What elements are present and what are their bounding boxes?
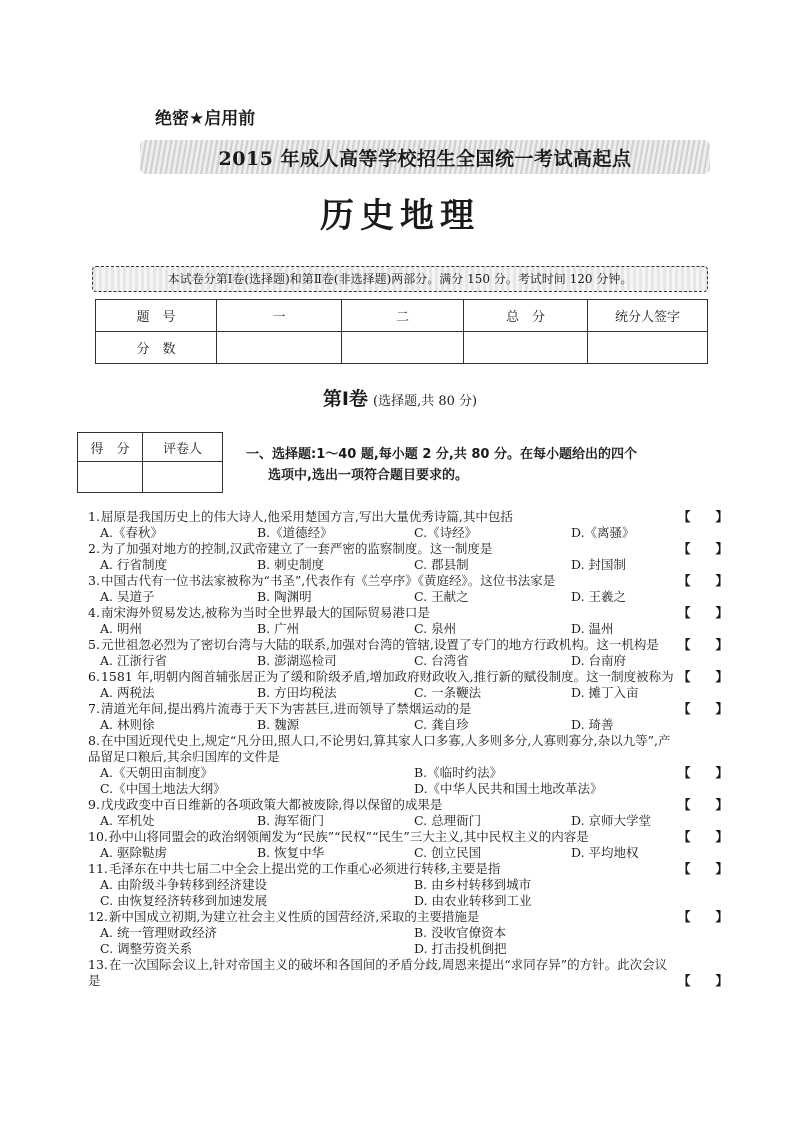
option-a: A. 由阶级斗争转移到经济建设 xyxy=(100,877,267,892)
section1-line1: 一、选择题:1～40 题,每小题 2 分,共 80 分。在每小题给出的四个 xyxy=(246,447,637,462)
option-d: D. 王羲之 xyxy=(571,589,627,604)
option-c: C. 龚自珍 xyxy=(414,717,469,732)
option-b: B. 恢复中华 xyxy=(257,845,325,860)
part1-title xyxy=(0,384,800,411)
option-c: C. 创立民国 xyxy=(414,845,482,860)
option-a: A. 行省制度 xyxy=(100,557,167,572)
question-item xyxy=(88,669,728,701)
question-item xyxy=(88,733,728,797)
score-header-cell: 总 分 xyxy=(464,300,588,332)
option-b: B.《道德经》 xyxy=(257,525,333,540)
question-stem: 清道光年间,提出鸦片流毒于天下为害甚巨,进而领导了禁烟运动的是 xyxy=(100,701,472,716)
question-number: 5. xyxy=(88,637,100,652)
question-number: 1. xyxy=(88,509,100,524)
option-a: A. 吴道子 xyxy=(100,589,155,604)
grader-score-label: 得 分 xyxy=(78,433,143,462)
question-item xyxy=(88,701,728,733)
option-d: D. 平均地权 xyxy=(571,845,639,860)
option-c: C.《诗经》 xyxy=(414,525,478,540)
option-a: A. 驱除鞑虏 xyxy=(100,845,167,860)
grader-score-field[interactable] xyxy=(78,462,143,493)
grader-box xyxy=(77,432,223,493)
question-item xyxy=(88,829,728,861)
option-d: D. 由农业转移到工业 xyxy=(414,893,532,908)
question-stem: 毛泽东在中共七届二中全会上提出党的工作重心必须进行转移,主要是指 xyxy=(108,861,501,876)
answer-bracket[interactable]: 【 】 xyxy=(678,573,729,588)
score-table-header-row xyxy=(96,300,708,332)
option-b: B. 由乡村转移到城市 xyxy=(414,877,532,892)
exam-title: 2015 年成人高等学校招生全国统一考试高起点 xyxy=(218,148,632,170)
option-a: A. 军机处 xyxy=(100,813,155,828)
option-a: A.《天朝田亩制度》 xyxy=(100,765,214,780)
question-number: 6. xyxy=(88,669,100,684)
question-stem: 屈原是我国历史上的伟大诗人,他采用楚国方言,写出大量优秀诗篇,其中包括 xyxy=(100,509,513,524)
score-row-label: 分 数 xyxy=(96,332,217,364)
question-item xyxy=(88,637,728,669)
question-stem: 南宋海外贸易发达,被称为当时全世界最大的国际贸易港口是 xyxy=(100,605,430,620)
grader-reviewer-field[interactable] xyxy=(143,462,223,493)
question-stem: 为了加强对地方的控制,汉武帝建立了一套严密的监察制度。这一制度是 xyxy=(100,541,493,556)
question-stem: 中国古代有一位书法家被称为“书圣”,代表作有《兰亭序》《黄庭经》。这位书法家是 xyxy=(100,573,556,588)
question-item xyxy=(88,909,728,957)
answer-bracket[interactable]: 【 】 xyxy=(678,861,729,876)
score-cell-total[interactable] xyxy=(464,332,588,364)
score-table xyxy=(95,299,708,364)
question-item xyxy=(88,861,728,909)
answer-bracket[interactable]: 【 】 xyxy=(678,973,729,988)
question-stem: 戊戌政变中百日维新的各项政策大都被废除,得以保留的成果是 xyxy=(100,797,443,812)
question-item xyxy=(88,797,728,829)
question-stem: 在中国近现代史上,规定“凡分田,照人口,不论男妇,算其家人口多寡,人多则多分,人寡则寡分,杂以九等”,产品留足口粮后,其余归国库的文件是 xyxy=(88,733,671,764)
option-c: C. 调整劳资关系 xyxy=(100,941,193,956)
option-c: C. 总理衙门 xyxy=(414,813,482,828)
score-cell-part1[interactable] xyxy=(217,332,342,364)
question-number: 13. xyxy=(88,957,108,972)
score-cell-part2[interactable] xyxy=(342,332,464,364)
answer-bracket[interactable]: 【 】 xyxy=(678,541,729,556)
option-c: C. 王献之 xyxy=(414,589,469,604)
question-item xyxy=(88,573,728,605)
answer-bracket[interactable]: 【 】 xyxy=(678,605,729,620)
answer-bracket[interactable]: 【 】 xyxy=(678,701,729,716)
question-number: 8. xyxy=(88,733,100,748)
option-b: B.《临时约法》 xyxy=(414,765,503,780)
option-d: D.《离骚》 xyxy=(571,525,635,540)
subject-title: 历史地理 xyxy=(320,196,480,236)
option-b: B. 刺史制度 xyxy=(257,557,325,572)
question-number: 2. xyxy=(88,541,100,556)
option-a: A.《春秋》 xyxy=(100,525,164,540)
option-b: B. 海军衙门 xyxy=(257,813,325,828)
option-c: C. 一条鞭法 xyxy=(414,685,482,700)
option-b: B. 澎湖巡检司 xyxy=(257,653,337,668)
question-number: 3. xyxy=(88,573,100,588)
option-b: B. 没收官僚资本 xyxy=(414,925,507,940)
question-item xyxy=(88,541,728,573)
option-c: C. 郡县制 xyxy=(414,557,469,572)
score-header-cell: 题 号 xyxy=(96,300,217,332)
question-number: 7. xyxy=(88,701,100,716)
score-cell-signature[interactable] xyxy=(588,332,708,364)
score-header-cell: 统分人签字 xyxy=(588,300,708,332)
question-stem: 1581 年,明朝内阁首辅张居正为了缓和阶级矛盾,增加政府财政收入,推行新的赋役制度。这一制度被称为 xyxy=(100,669,674,684)
secret-mark: 绝密★启用前 xyxy=(155,109,256,129)
part1-label: 第Ⅰ卷 xyxy=(322,388,368,410)
option-d: D. 摊丁入亩 xyxy=(571,685,639,700)
option-a: A. 林则徐 xyxy=(100,717,155,732)
option-c: C. 台湾省 xyxy=(414,653,469,668)
question-stem: 孙中山将同盟会的政治纲领阐发为“民族”“民权”“民生”三大主义,其中民权主义的内容是 xyxy=(108,829,589,844)
option-b: B. 陶渊明 xyxy=(257,589,312,604)
answer-bracket[interactable]: 【 】 xyxy=(678,909,729,924)
answer-bracket[interactable]: 【 】 xyxy=(678,669,729,684)
option-a: A. 江浙行省 xyxy=(100,653,167,668)
option-c: C. 泉州 xyxy=(414,621,457,636)
option-b: B. 方田均税法 xyxy=(257,685,337,700)
option-c: C. 由恢复经济转移到加速发展 xyxy=(100,893,268,908)
question-number: 11. xyxy=(88,861,108,876)
question-item xyxy=(88,509,728,541)
option-d: D. 温州 xyxy=(571,621,614,636)
answer-bracket[interactable]: 【 】 xyxy=(678,797,729,812)
option-c: C.《中国土地法大纲》 xyxy=(100,781,226,796)
question-number: 10. xyxy=(88,829,108,844)
exam-notice: 本试卷分第Ⅰ卷(选择题)和第Ⅱ卷(非选择题)两部分。满分 150 分。考试时间 120 分钟。 xyxy=(92,266,708,292)
score-header-cell: 一 xyxy=(217,300,342,332)
option-d: D. 京师大学堂 xyxy=(571,813,652,828)
question-number: 12. xyxy=(88,909,108,924)
option-d: D. 封国制 xyxy=(571,557,627,572)
question-list xyxy=(88,509,728,989)
section1-line2: 选项中,选出一项符合题目要求的。 xyxy=(268,468,468,483)
score-table-value-row xyxy=(96,332,708,364)
option-b: B. 魏源 xyxy=(257,717,300,732)
answer-bracket[interactable]: 【 】 xyxy=(678,765,729,780)
question-number: 9. xyxy=(88,797,100,812)
grader-reviewer-label: 评卷人 xyxy=(143,433,223,462)
option-d: D. 琦善 xyxy=(571,717,614,732)
question-item xyxy=(88,605,728,637)
question-item xyxy=(88,957,728,989)
answer-bracket[interactable]: 【 】 xyxy=(678,829,729,844)
question-stem: 新中国成立初期,为建立社会主义性质的国营经济,采取的主要措施是 xyxy=(108,909,480,924)
score-header-cell: 二 xyxy=(342,300,464,332)
option-b: B. 广州 xyxy=(257,621,300,636)
option-d: D. 台南府 xyxy=(571,653,627,668)
option-a: A. 明州 xyxy=(100,621,142,636)
part1-subtitle: (选择题,共 80 分) xyxy=(373,394,478,409)
answer-bracket[interactable]: 【 】 xyxy=(678,509,729,524)
answer-bracket[interactable]: 【 】 xyxy=(678,637,729,652)
question-stem: 元世祖忽必烈为了密切台湾与大陆的联系,加强对台湾的管辖,设置了专门的地方行政机构。这一机构是 xyxy=(100,637,659,652)
section1-instructions xyxy=(246,444,726,486)
question-stem: 在一次国际会议上,针对帝国主义的破坏和各国间的矛盾分歧,周恩来提出“求同存异”的方针。此次会议是 xyxy=(88,957,668,988)
option-d: D.《中华人民共和国土地改革法》 xyxy=(414,781,603,796)
option-a: A. 两税法 xyxy=(100,685,155,700)
option-d: D. 打击投机倒把 xyxy=(414,941,507,956)
option-a: A. 统一管理财政经济 xyxy=(100,925,217,940)
question-number: 4. xyxy=(88,605,100,620)
